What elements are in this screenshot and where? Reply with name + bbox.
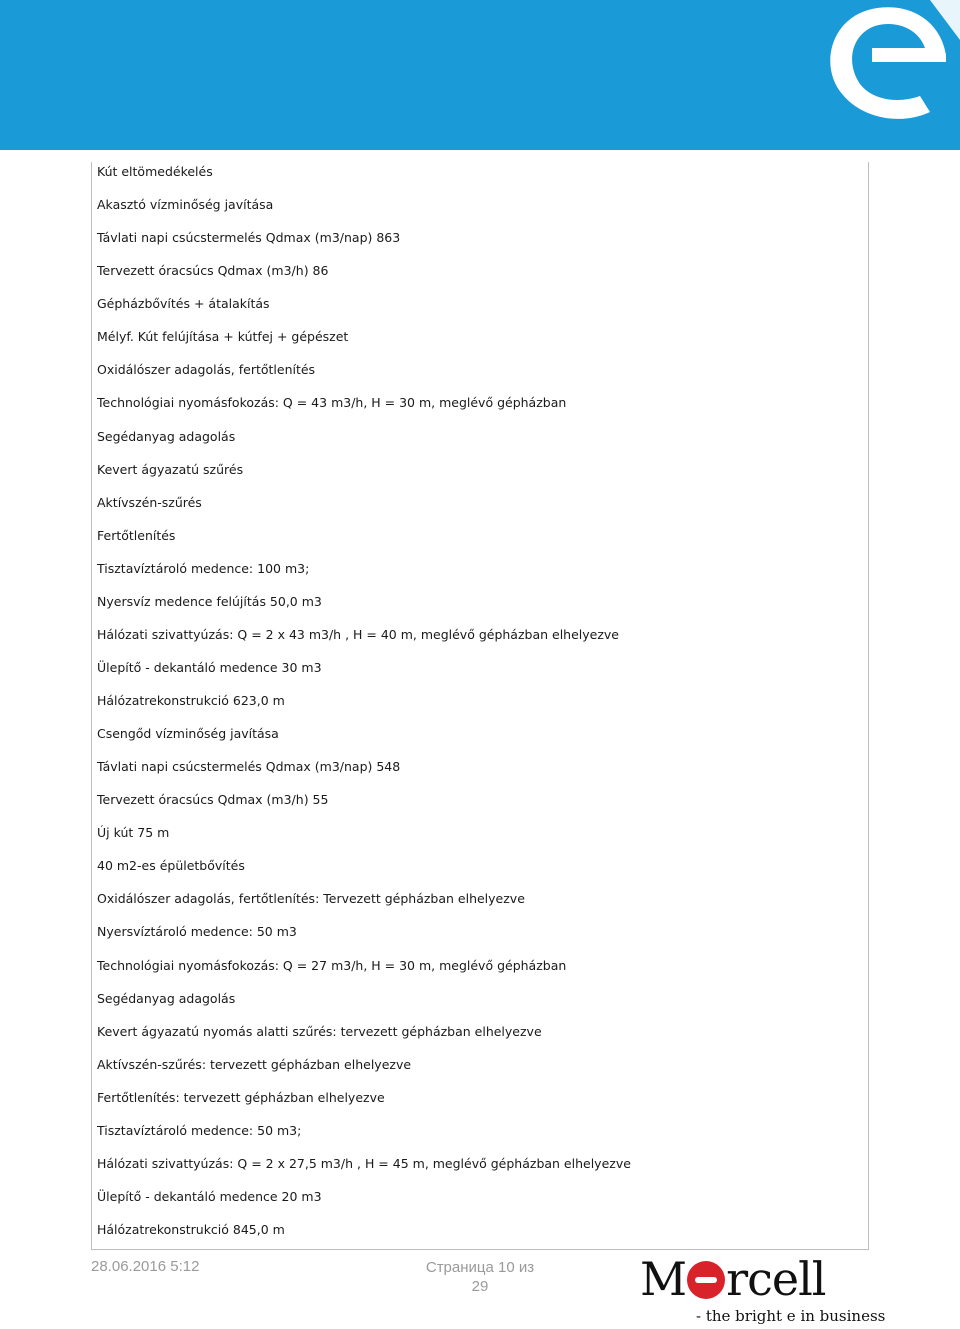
list-item: Tervezett óracsúcs Qdmax (m3/h) 55 <box>97 792 329 808</box>
list-item: Csengőd vízminőség javítása <box>97 726 279 742</box>
list-item: Technológiai nyomásfokozás: Q = 43 m3/h, H = 30 m, meglévő gépházban <box>97 395 567 411</box>
list-item: Fertőtlenítés <box>97 527 176 543</box>
list-item: Aktívszén-szűrés: tervezett gépházban elhelyezve <box>97 1056 412 1072</box>
list-item: Nyersvíztároló medence: 50 m3 <box>97 924 297 940</box>
list-item: Oxidálószer adagolás, fertőtlenítés: Tervezett gépházban elhelyezve <box>97 891 525 907</box>
list-item: Fertőtlenítés: tervezett gépházban elhelyezve <box>97 1089 385 1105</box>
list-item: Akasztó vízminőség javítása <box>97 197 274 213</box>
footer-page-line1: Страница 10 из <box>425 1259 535 1276</box>
brand-e-mark-icon <box>687 1261 725 1299</box>
item-list <box>97 164 631 1255</box>
brand-logo <box>640 1252 886 1329</box>
list-item: Kevert ágyazatú nyomás alatti szűrés: tervezett gépházban elhelyezve <box>97 1023 542 1039</box>
header-band <box>0 0 960 162</box>
list-item: Aktívszén-szűrés <box>97 494 202 510</box>
list-item: Tisztavíztároló medence: 50 m3; <box>97 1122 302 1138</box>
list-item: Kút eltömedékelés <box>97 164 213 179</box>
list-item: Technológiai nyomásfokozás: Q = 27 m3/h, H = 30 m, meglévő gépházban <box>97 957 567 973</box>
list-item: Hálózatrekonstrukció 845,0 m <box>97 1222 285 1237</box>
list-item: Hálózati szivattyúzás: Q = 2 x 27,5 m3/h , H = 45 m, meglévő gépházban elhelyezve <box>97 1155 631 1171</box>
brand-right: rcell <box>726 1252 826 1306</box>
footer-page-number <box>380 1258 580 1296</box>
list-item: Gépházbővítés + átalakítás <box>97 296 270 312</box>
list-item: Távlati napi csúcstermelés Qdmax (m3/nap) 863 <box>97 230 401 246</box>
brand-left: M <box>640 1252 687 1306</box>
list-item: Oxidálószer adagolás, fertőtlenítés <box>97 362 316 378</box>
footer-page-line2: 29 <box>471 1278 489 1295</box>
list-item: Távlati napi csúcstermelés Qdmax (m3/nap) 548 <box>97 759 401 775</box>
list-item: Hálózatrekonstrukció 623,0 m <box>97 693 285 708</box>
list-item: Kevert ágyazatú szűrés <box>97 461 244 477</box>
list-item: Segédanyag adagolás <box>97 990 236 1006</box>
list-item: Ülepítő - dekantáló medence 30 m3 <box>97 659 322 675</box>
list-item: 40 m2-es épületbővítés <box>97 858 245 874</box>
brand-wordmark <box>640 1253 826 1305</box>
brand-tagline: - the bright e in business <box>696 1307 886 1325</box>
footer-date: 28.06.2016 5:12 <box>91 1258 200 1275</box>
list-item: Segédanyag adagolás <box>97 428 236 444</box>
list-item: Tervezett óracsúcs Qdmax (m3/h) 86 <box>97 263 329 279</box>
list-item: Új kút 75 m <box>97 825 170 841</box>
list-item: Hálózati szivattyúzás: Q = 2 x 43 m3/h , H = 40 m, meglévő gépházban elhelyezve <box>97 626 619 642</box>
list-item: Ülepítő - dekantáló medence 20 m3 <box>97 1188 322 1204</box>
list-item: Nyersvíz medence felújítás 50,0 m3 <box>97 593 322 609</box>
list-item: Mélyf. Kút felújítása + kútfej + gépészet <box>97 329 349 345</box>
list-item: Tisztavíztároló medence: 100 m3; <box>97 560 310 576</box>
